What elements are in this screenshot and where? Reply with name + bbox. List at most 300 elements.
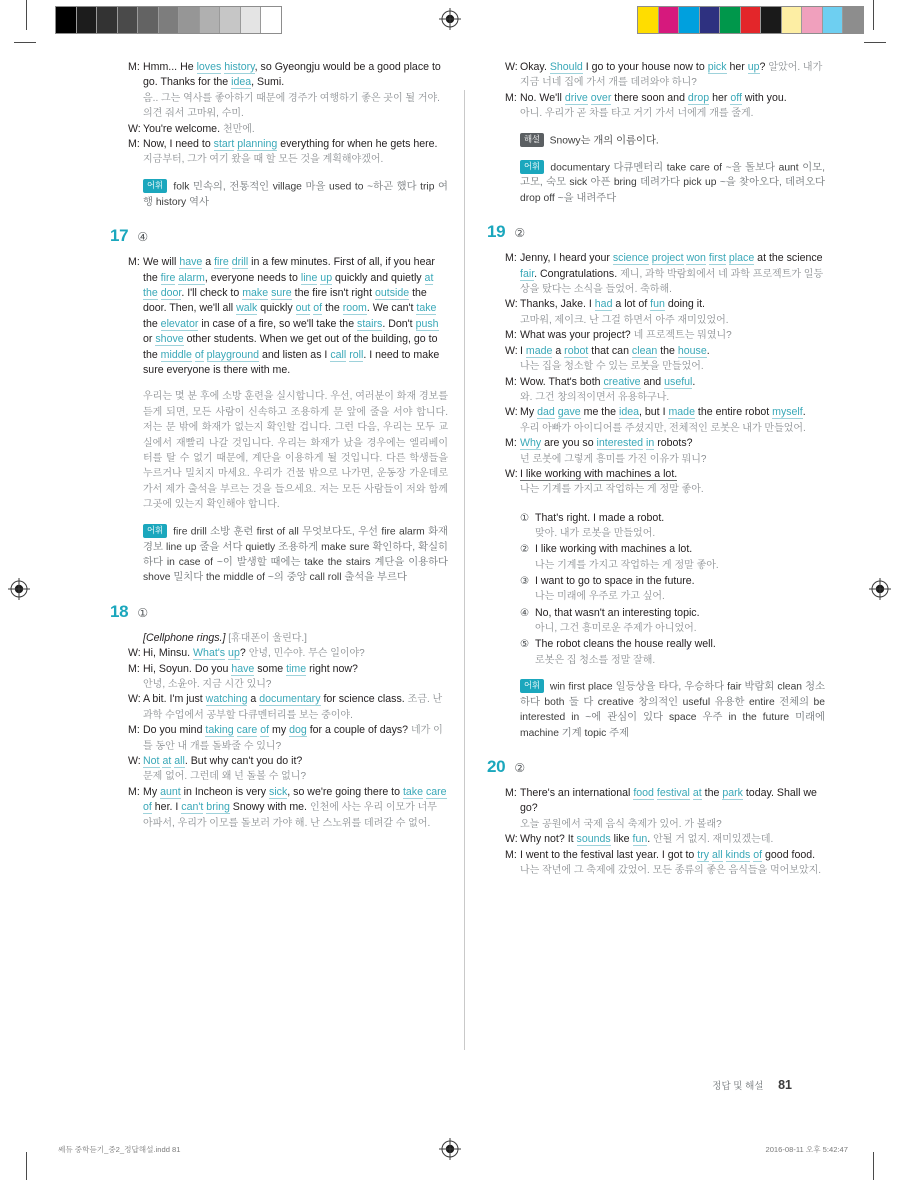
vocabulary-term: drop off <box>520 192 558 204</box>
highlighted-keyword: have <box>179 256 203 269</box>
question-header <box>487 757 825 777</box>
continued-dialogue <box>505 60 825 206</box>
highlighted-keyword: roll <box>349 348 364 361</box>
inline-korean-translation: 네 프로젝트는 뭐였니? <box>633 330 732 342</box>
speaker-label: W: <box>128 693 141 706</box>
vocabulary-term: bring <box>613 177 641 189</box>
vocabulary-term: useful <box>682 696 715 708</box>
color-swatch <box>761 7 782 33</box>
speaker-label: M: <box>128 662 140 675</box>
vocabulary-meaning: 다큐멘터리 <box>613 162 667 174</box>
dialogue-line <box>128 754 448 769</box>
highlighted-keyword: elevator <box>160 317 199 330</box>
vocabulary-term: take the stairs <box>304 556 375 568</box>
utterance-text: . But why can't you do it? <box>184 755 303 768</box>
vocabulary-meaning: 소방 훈련 <box>210 526 257 538</box>
utterance-text: My <box>520 406 538 419</box>
highlighted-keyword: at <box>162 755 172 768</box>
utterance-text: robots? <box>654 437 693 450</box>
utterance-text: . We can't <box>366 302 417 315</box>
highlighted-keyword: call <box>330 348 347 361</box>
utterance-text: some <box>254 662 287 675</box>
answer-choice[interactable] <box>520 637 825 668</box>
highlighted-keyword: had <box>594 298 613 311</box>
choice-korean: 맞아. 내가 로봇을 만들었어. <box>535 528 656 540</box>
speaker-label: W: <box>505 467 518 480</box>
dialogue-entry <box>128 646 448 661</box>
korean-translation-line: 아니. 우리가 곧 차를 타고 거기 가서 너에게 개를 줄게. <box>520 108 754 120</box>
vocabulary-term: trip <box>420 181 439 193</box>
korean-translation-line: 문제 없어. 그런데 왜 넌 돌볼 수 없니? <box>143 771 307 783</box>
dialogue-entry <box>505 251 825 297</box>
dialogue-entry <box>128 662 448 693</box>
choice-content <box>535 542 825 573</box>
utterance <box>143 692 448 723</box>
crop-mark <box>873 1152 874 1180</box>
highlighted-keyword: Not <box>143 755 160 768</box>
highlighted-keyword: park <box>722 786 743 799</box>
dialogue-line <box>128 60 448 91</box>
utterance-text: for a couple of days? <box>306 724 412 737</box>
utterance <box>520 91 825 106</box>
dialogue-entry <box>505 91 825 122</box>
choice-english: That's right. I made a robot. <box>535 511 665 524</box>
dialogue-entry <box>505 848 825 879</box>
highlighted-keyword: history <box>224 61 255 73</box>
utterance-text: right now? <box>306 662 358 675</box>
utterance-text: , so Gyeongju would be a good place to go. Thanks for the <box>143 61 441 89</box>
utterance <box>143 137 448 152</box>
highlighted-keyword: have <box>231 662 255 675</box>
highlighted-keyword: first <box>708 252 726 265</box>
inline-korean-translation: 알았어. 내가 지금 너네 집에 가서 개를 데려와야 하니? <box>520 62 823 89</box>
choice-content <box>535 511 825 542</box>
vocabulary-meaning: 주제 <box>609 727 630 739</box>
vocabulary-term: first of all <box>256 526 303 538</box>
korean-translation-line: 나는 집을 청소할 수 있는 로봇을 만들었어. <box>520 361 704 373</box>
answer-choices <box>520 511 825 668</box>
utterance-text: A bit. I'm just <box>143 693 206 706</box>
dialogue-line <box>505 436 825 451</box>
highlighted-keyword: all <box>711 848 723 861</box>
stage-direction-korean: [휴대폰이 울린다.] <box>225 632 307 644</box>
vocabulary-term: make sure <box>321 541 373 553</box>
utterance-text: a <box>247 693 260 706</box>
highlighted-keyword: up <box>228 647 240 660</box>
vocabulary-badge: 어휘 <box>143 179 167 194</box>
utterance <box>520 405 825 420</box>
utterance-text: quickly and quietly <box>332 271 425 284</box>
question-answer: ① <box>137 605 149 620</box>
highlighted-keyword: start <box>213 138 235 151</box>
highlighted-keyword: middle <box>160 348 192 361</box>
dialogue-line <box>505 375 825 390</box>
utterance <box>520 436 825 451</box>
vocabulary-term: win first place <box>546 681 616 693</box>
vocabulary-meaning: 박람회 <box>744 681 778 693</box>
utterance-text: quickly <box>257 302 296 315</box>
question-number: 17 <box>110 226 129 246</box>
utterance-text: We will <box>143 256 180 269</box>
utterance-text: Hi, Minsu. <box>143 647 194 660</box>
utterance-text: doing it. <box>664 298 705 311</box>
right-column <box>487 60 825 882</box>
utterance-text: My <box>143 785 161 798</box>
inline-korean-translation: 인천에 사는 우리 이모가 너무 아파서, 우리가 이모를 돌보러 가야 해. 난 스노위를 데려갈 수 없어. <box>143 802 437 829</box>
vocabulary-meaning: 창의적인 <box>638 696 683 708</box>
inline-korean-translation: 안녕, 민수야. 무슨 일이야? <box>248 648 365 660</box>
dialogue-entry <box>128 692 448 723</box>
highlighted-keyword: the <box>143 286 158 299</box>
utterance-text: and <box>640 375 665 388</box>
utterance-text: are you so <box>541 437 597 450</box>
dialogue-entry <box>505 328 825 343</box>
utterance-text: , but I <box>639 406 669 419</box>
speaker-label: M: <box>128 61 140 73</box>
answer-choice[interactable] <box>520 542 825 573</box>
inline-korean-translation: 천만에. <box>222 123 255 135</box>
choice-korean: 나는 미래에 우주로 가고 싶어. <box>535 591 665 603</box>
utterance <box>520 467 825 482</box>
vocabulary-meaning: ~의 중앙 <box>267 572 310 584</box>
utterance <box>520 848 825 879</box>
highlighted-keyword: robot <box>564 344 589 357</box>
dialogue-line <box>128 692 448 723</box>
highlighted-keyword: Why <box>520 437 542 450</box>
dialogue-line <box>128 723 448 754</box>
vocabulary-meaning: 확인하다, 확실히 하다 <box>143 541 448 568</box>
dialogue-entry <box>128 785 448 831</box>
question-block-20 <box>487 756 825 878</box>
highlighted-keyword: What's <box>193 647 226 660</box>
crop-mark <box>26 1152 27 1180</box>
highlighted-keyword: try <box>697 848 710 861</box>
highlighted-keyword: outside <box>374 286 410 299</box>
utterance-text: . I'll check to <box>181 286 243 299</box>
inline-korean-translation: 네가 이틀 동안 내 개를 돌봐줄 수 있니? <box>143 725 443 752</box>
color-swatch <box>679 7 700 33</box>
vocabulary-meaning: 화재 경보 <box>143 526 448 553</box>
highlighted-keyword: time <box>286 662 307 675</box>
page-body <box>0 60 900 1070</box>
utterance <box>143 646 448 661</box>
vocabulary-term: take care of <box>666 162 726 174</box>
choice-korean: 로봇은 집 청소를 정말 잘해. <box>535 654 656 666</box>
highlighted-keyword: out <box>295 302 311 315</box>
choice-english: The robot cleans the house really well. <box>535 638 716 651</box>
korean-translation-line: 고마워, 제이크. 난 그걸 하면서 아주 재미있었어. <box>520 314 729 326</box>
color-swatch <box>782 7 803 33</box>
highlighted-keyword: taking <box>205 724 234 737</box>
vocabulary-term: pick up <box>683 177 720 189</box>
speaker-label: M: <box>505 437 517 450</box>
speaker-label: M: <box>505 786 517 799</box>
speaker-label: W: <box>505 298 518 311</box>
vocabulary-meaning: 이모, 고모, 숙모 <box>520 162 825 189</box>
highlighted-keyword: idea <box>618 406 640 419</box>
highlighted-keyword: sure <box>271 286 292 299</box>
grayscale-swatch <box>179 7 200 33</box>
highlighted-keyword: documentary <box>259 693 321 706</box>
dialogue-line <box>505 328 825 343</box>
utterance-text: me the <box>580 406 619 419</box>
vocabulary-term: fair <box>727 681 745 693</box>
highlighted-keyword: care <box>425 785 447 798</box>
vocabulary-meaning: 전체의 <box>779 696 814 708</box>
highlighted-keyword: aunt <box>160 785 181 798</box>
question-header <box>487 222 825 242</box>
utterance <box>520 375 825 390</box>
utterance <box>520 297 825 312</box>
vocabulary-meaning: 청소하다 <box>520 681 825 708</box>
vocabulary-meaning: 미래에 <box>795 712 825 724</box>
grayscale-swatch <box>138 7 159 33</box>
answer-choice[interactable] <box>520 574 825 605</box>
highlighted-keyword: of <box>194 348 204 361</box>
utterance <box>520 344 825 359</box>
vocabulary-meaning: ~을 찾아오다, 데려오다 <box>719 177 825 189</box>
dialogue-line <box>128 137 448 152</box>
utterance-text: her <box>709 91 731 104</box>
highlighted-keyword: of <box>260 724 270 737</box>
highlighted-keyword: place <box>728 252 755 265</box>
color-swatch <box>720 7 741 33</box>
highlighted-keyword: myself <box>772 406 803 419</box>
utterance-text: her. I <box>151 801 182 814</box>
choice-english: No, that wasn't an interesting topic. <box>535 606 700 619</box>
utterance-text: , everyone needs to <box>204 271 301 284</box>
speaker-label: M: <box>128 256 140 269</box>
grayscale-swatch <box>77 7 98 33</box>
speaker-label: W: <box>505 833 518 846</box>
dialogue-entry <box>128 723 448 754</box>
dialogue-line <box>505 60 825 91</box>
highlighted-keyword: make <box>242 286 269 299</box>
question-answer: ② <box>514 226 526 241</box>
full-korean-translation: 우리는 몇 분 후에 소방 훈련을 실시합니다. 우선, 여러분이 화재 경보를 듣게 되면, 모든 사람이 신속하고 조용하게 문 앞에 줄을 서야 합니다. 저는 문 밖에 화재가 없는지 확인할 겁니다. 그런 다음, 우리는 모두 교실에서 재빨리 나갈 것입니다. 우리는 화재가 났을 경우에는 엘리베이터를 탈 수 없기 때문에, 계단을 이용하게 될 것입니다. 다른 학생들을 누르거나 밀치지 마세요. 우리가 건물 밖으로 나가면, 운동장 가운데로 가서 제가 출석을 부르는 것을 들으세요. 저는 모든 사람들이 저와 함께 그곳에 있는지 확인해야 합니다. <box>143 391 448 511</box>
utterance-text: . <box>647 833 654 846</box>
answer-blank-text: I like working with machines a lot. <box>520 467 678 480</box>
dialogue-entry <box>128 137 448 168</box>
utterance <box>520 328 825 343</box>
vocabulary-term: topic <box>584 727 610 739</box>
highlighted-keyword: fire <box>160 271 176 284</box>
page-number: 81 <box>778 1078 792 1092</box>
highlighted-keyword: of <box>753 848 763 861</box>
highlighted-keyword: interested <box>596 437 644 450</box>
vocabulary-term: documentary <box>546 162 614 174</box>
highlighted-keyword: won <box>686 252 706 265</box>
utterance-text: at the science <box>754 252 823 265</box>
utterance-text: . <box>706 344 710 357</box>
highlighted-keyword: of <box>143 801 152 814</box>
speaker-label: W: <box>128 122 141 135</box>
utterance <box>143 785 448 831</box>
highlighted-keyword: planning <box>237 138 278 151</box>
utterance-text: Why not? It <box>520 833 577 846</box>
choice-english: I want to go to space in the future. <box>535 574 695 587</box>
highlighted-keyword: useful <box>664 375 693 388</box>
utterance-text: What was your project? <box>520 329 634 342</box>
highlighted-keyword: all <box>174 755 185 768</box>
choice-number: ④ <box>520 607 530 619</box>
utterance-text: Hi, Soyun. Do you <box>143 662 232 675</box>
highlighted-keyword: door <box>160 286 182 299</box>
highlighted-keyword: of <box>313 302 323 315</box>
answer-choice[interactable] <box>520 511 825 542</box>
print-info-bar <box>0 1140 900 1162</box>
choice-content <box>535 637 825 668</box>
utterance-text: Okay. <box>520 61 550 73</box>
utterance-text: in case of a fire, so we'll take the <box>198 317 358 330</box>
speaker-label: W: <box>128 647 141 660</box>
utterance-text: like <box>610 833 633 846</box>
vocabulary-meaning: 밀치다 <box>173 572 207 584</box>
dialogue-line <box>505 344 825 359</box>
vocabulary-term: quietly <box>245 541 279 553</box>
vocabulary-term: line up <box>165 541 200 553</box>
utterance <box>143 754 448 769</box>
vocabulary-meaning: 민속의, 전통적인 <box>193 181 273 193</box>
dialogue-line <box>128 646 448 661</box>
dialogue-line <box>128 785 448 831</box>
highlighted-keyword: push <box>415 317 439 330</box>
highlighted-keyword: fun <box>650 298 665 311</box>
answer-choice[interactable] <box>520 606 825 637</box>
vocabulary-term: creative <box>597 696 639 708</box>
highlighted-keyword: care <box>236 724 258 737</box>
utterance-text: . Don't <box>382 317 416 330</box>
utterance-text: for science class. <box>320 693 408 706</box>
highlighted-keyword: made <box>525 344 553 357</box>
utterance-text: . I need to make sure everyone is there with me. <box>143 348 440 376</box>
korean-translation-line: 음.. 그는 역사를 좋아하기 때문에 경주가 여행하기 좋은 곳이 될 거야. 의견 줘서 고마워, 수미. <box>143 92 440 120</box>
utterance-text: everything for when he gets here. <box>277 138 438 151</box>
utterance-text: . Congratulations. <box>534 267 621 280</box>
vocabulary-meaning: 역사 <box>189 196 209 208</box>
speaker-label: M: <box>505 329 517 342</box>
utterance-text: there soon and <box>611 91 688 104</box>
vocabulary-meaning: 조용하게 <box>278 541 322 553</box>
dialogue-entry <box>505 344 825 375</box>
utterance <box>143 60 448 91</box>
dialogue-line <box>128 122 448 137</box>
utterance-text: or <box>143 333 156 346</box>
vocabulary-term: the middle of <box>206 572 268 584</box>
color-swatch <box>741 7 762 33</box>
utterance-text: the fire isn't right <box>291 286 375 299</box>
highlighted-keyword: idea <box>231 76 252 89</box>
speaker-label: W: <box>505 406 518 419</box>
utterance-text: . <box>802 406 806 419</box>
dialogue-line <box>505 848 825 879</box>
vocabulary-meaning: 일등상을 타다, 우승하다 <box>615 681 728 693</box>
utterance <box>143 255 448 378</box>
crop-mark <box>864 42 886 43</box>
grayscale-swatch <box>261 7 281 33</box>
speaker-label: M: <box>128 138 140 151</box>
highlighted-keyword: at <box>692 786 702 799</box>
utterance-text: Snowy with me. <box>229 801 310 814</box>
korean-translation-line: 안녕, 소윤아. 지금 시간 있니? <box>143 679 272 690</box>
explanation-badge: 해설 <box>520 133 544 148</box>
utterance-text: Thanks, Jake. I <box>520 298 595 311</box>
stage-direction-english: [Cellphone rings.] <box>143 631 226 644</box>
dialogue-entry <box>505 405 825 436</box>
highlighted-keyword: off <box>730 91 742 104</box>
explanation-box <box>520 133 825 149</box>
color-swatch <box>638 7 659 33</box>
utterance-text: ? <box>239 647 249 660</box>
vocabulary-meaning: 무엇보다도, 우선 <box>302 526 382 538</box>
dialogue-line <box>505 467 825 482</box>
dialogue-line <box>505 91 825 106</box>
highlighted-keyword: over <box>590 91 612 104</box>
grayscale-calibration-strip <box>55 6 282 34</box>
inline-korean-translation: 조금. 난 과학 수업에서 공부할 다큐멘터리를 보는 중이야. <box>143 694 443 721</box>
korean-translation-line: 와. 그건 창의적이면서 유용하구나. <box>520 391 670 403</box>
vocabulary-meaning: 데려가다 <box>640 177 684 189</box>
color-swatch <box>802 7 823 33</box>
question-number: 19 <box>487 222 506 242</box>
choice-content <box>535 606 825 637</box>
footer-label: 정답 및 해설 <box>712 1081 764 1092</box>
choice-number: ③ <box>520 575 530 587</box>
registration-mark-bottom <box>439 1138 461 1160</box>
dialogue-entry <box>505 297 825 328</box>
utterance-text: the <box>322 302 343 315</box>
utterance-text: the <box>143 317 161 330</box>
highlighted-keyword: up <box>320 271 333 284</box>
dialogue-entry <box>128 60 448 122</box>
highlighted-keyword: kinds <box>725 848 751 861</box>
highlighted-keyword: drill <box>231 256 249 269</box>
vocabulary-term: village <box>272 181 306 193</box>
print-timestamp: 2016-08-11 오후 5:42:47 <box>765 1145 848 1154</box>
dialogue-line <box>505 251 825 297</box>
vocabulary-meaning: 마을 <box>305 181 329 193</box>
highlighted-keyword: watching <box>205 693 248 706</box>
grayscale-swatch <box>200 7 221 33</box>
vocabulary-badge: 어휘 <box>143 524 167 539</box>
choice-korean: 나는 기계를 가지고 작업하는 게 정말 좋아. <box>535 559 719 571</box>
inline-korean-translation: 안될 거 없지. 재미있겠는데. <box>653 834 774 846</box>
vocabulary-meaning: ~에 관심이 있다 <box>585 712 670 724</box>
print-calibration-bar <box>0 0 900 46</box>
utterance-text: There's an international <box>520 786 634 799</box>
highlighted-keyword: fire <box>214 256 229 269</box>
highlighted-keyword: alarm <box>178 271 205 284</box>
question-block-19 <box>487 222 825 741</box>
highlighted-keyword: room <box>342 302 367 315</box>
choice-number: ① <box>520 512 530 524</box>
vocabulary-term: fire alarm <box>381 526 429 538</box>
highlighted-keyword: festival <box>656 786 690 799</box>
highlighted-keyword: sounds <box>576 833 611 846</box>
dialogue-line <box>505 297 825 312</box>
utterance-text: . <box>692 375 696 388</box>
grayscale-swatch <box>56 7 77 33</box>
question-number: 20 <box>487 756 506 776</box>
color-swatch <box>843 7 863 33</box>
utterance-text: the <box>657 344 678 357</box>
dialogue-line <box>505 405 825 420</box>
utterance-text: good food. <box>762 848 816 861</box>
question-number: 18 <box>110 601 129 621</box>
vocabulary-term: aunt <box>778 162 803 174</box>
utterance-text: other students. When we get out of the building, go to the <box>143 333 438 361</box>
utterance-text: the <box>701 786 723 799</box>
